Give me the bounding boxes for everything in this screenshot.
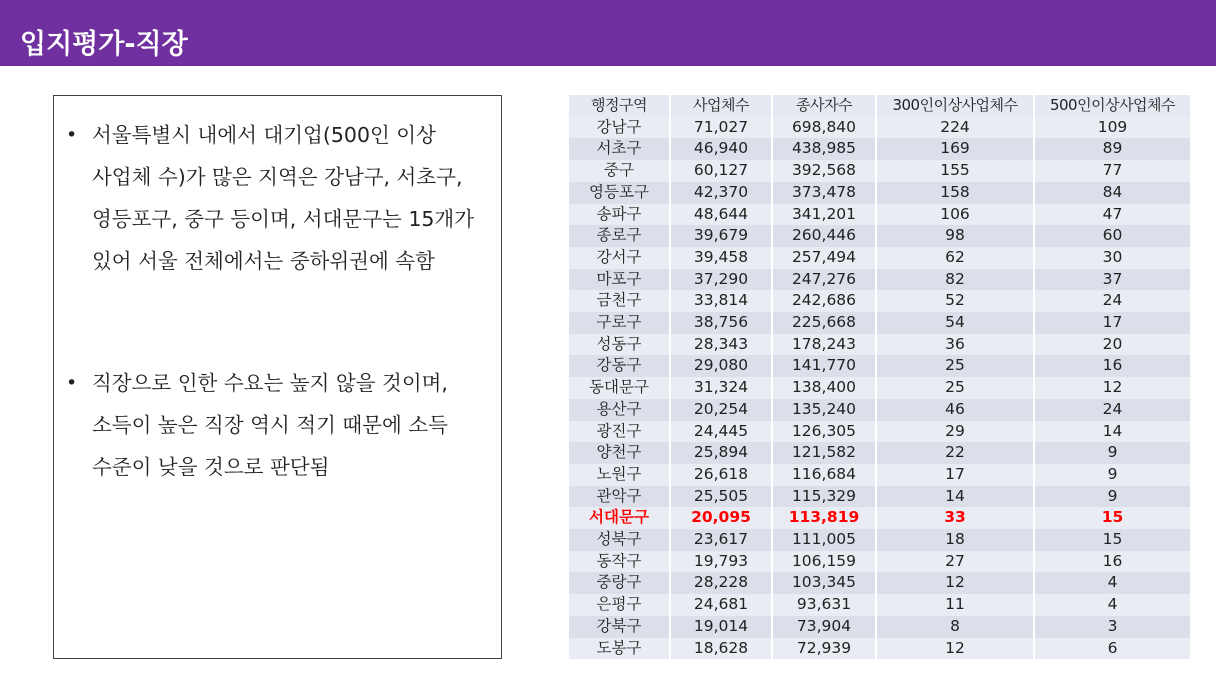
table-cell: 강서구	[569, 247, 670, 269]
table-row	[569, 464, 1191, 486]
table-row	[569, 225, 1191, 247]
table-cell: 98	[876, 225, 1034, 247]
table-cell: 47	[1034, 204, 1191, 226]
table-cell: 24,681	[670, 594, 772, 616]
header-bar	[0, 0, 1216, 66]
table-cell: 225,668	[772, 312, 876, 334]
table-cell: 48,644	[670, 204, 772, 226]
table-cell: 25,894	[670, 442, 772, 464]
table-row	[569, 507, 1191, 529]
table-cell: 노원구	[569, 464, 670, 486]
table-cell: 용산구	[569, 399, 670, 421]
table-cell: 12	[876, 638, 1034, 660]
table-cell: 은평구	[569, 594, 670, 616]
table-cell: 4	[1034, 594, 1191, 616]
bullet-item	[64, 114, 489, 282]
table-cell: 169	[876, 138, 1034, 160]
table-row	[569, 572, 1191, 594]
table-cell: 17	[1034, 312, 1191, 334]
table-cell: 14	[1034, 421, 1191, 443]
table-cell: 77	[1034, 160, 1191, 182]
table-cell: 82	[876, 269, 1034, 291]
table-cell: 강동구	[569, 355, 670, 377]
table-cell: 46,940	[670, 138, 772, 160]
table-cell: 강북구	[569, 616, 670, 638]
table-cell: 4	[1034, 572, 1191, 594]
table-cell: 15	[1034, 529, 1191, 551]
table-cell: 중구	[569, 160, 670, 182]
table-cell: 24	[1034, 399, 1191, 421]
table-cell: 18	[876, 529, 1034, 551]
table-cell: 29	[876, 421, 1034, 443]
table-cell: 39,458	[670, 247, 772, 269]
table-row	[569, 160, 1191, 182]
table-cell: 103,345	[772, 572, 876, 594]
table-cell: 93,631	[772, 594, 876, 616]
table-cell: 영등포구	[569, 182, 670, 204]
column-header: 종사자수	[772, 95, 876, 117]
table-cell: 257,494	[772, 247, 876, 269]
table-cell: 19,793	[670, 551, 772, 573]
bullet-text: 직장으로 인한 수요는 높지 않을 것이며, 소득이 높은 직장 역시 적기 때문에 소득 수준이 낮을 것으로 판단됨	[92, 371, 448, 479]
table-cell: 37,290	[670, 269, 772, 291]
column-header: 사업체수	[670, 95, 772, 117]
table-cell: 9	[1034, 464, 1191, 486]
table-cell: 28,343	[670, 334, 772, 356]
table-cell: 20,254	[670, 399, 772, 421]
district-business-table	[569, 95, 1192, 659]
table-cell: 26,618	[670, 464, 772, 486]
column-header: 300인이상사업체수	[876, 95, 1034, 117]
table-cell: 60	[1034, 225, 1191, 247]
column-header: 500인이상사업체수	[1034, 95, 1191, 117]
table-cell: 20,095	[670, 507, 772, 529]
table-cell: 12	[1034, 377, 1191, 399]
table-cell: 16	[1034, 551, 1191, 573]
page-title: 입지평가-직장	[20, 29, 188, 60]
table-cell: 구로구	[569, 312, 670, 334]
table-cell: 양천구	[569, 442, 670, 464]
table-cell: 247,276	[772, 269, 876, 291]
table-cell: 116,684	[772, 464, 876, 486]
table-cell: 39,679	[670, 225, 772, 247]
table-cell: 89	[1034, 138, 1191, 160]
table-cell: 115,329	[772, 486, 876, 508]
table-cell: 698,840	[772, 117, 876, 139]
table-cell: 46	[876, 399, 1034, 421]
table-cell: 9	[1034, 486, 1191, 508]
table-cell: 강남구	[569, 117, 670, 139]
table-row	[569, 204, 1191, 226]
table-cell: 17	[876, 464, 1034, 486]
column-header: 행정구역	[569, 95, 670, 117]
table-cell: 72,939	[772, 638, 876, 660]
table-row	[569, 377, 1191, 399]
table-cell: 관악구	[569, 486, 670, 508]
table-cell: 9	[1034, 442, 1191, 464]
table-cell: 260,446	[772, 225, 876, 247]
table-row	[569, 442, 1191, 464]
table-cell: 성동구	[569, 334, 670, 356]
table-cell: 24,445	[670, 421, 772, 443]
table-cell: 109	[1034, 117, 1191, 139]
table-row	[569, 551, 1191, 573]
table-cell: 38,756	[670, 312, 772, 334]
summary-text-box	[53, 95, 502, 659]
table-cell: 24	[1034, 290, 1191, 312]
table-cell: 438,985	[772, 138, 876, 160]
table-cell: 62	[876, 247, 1034, 269]
table-cell: 224	[876, 117, 1034, 139]
table-row	[569, 182, 1191, 204]
table-row	[569, 138, 1191, 160]
table-cell: 60,127	[670, 160, 772, 182]
table-cell: 27	[876, 551, 1034, 573]
bullet-text: 서울특별시 내에서 대기업(500인 이상 사업체 수)가 많은 지역은 강남구, 서초구, 영등포구, 중구 등이며, 서대문구는 15개가 있어 서울 전체에서는 중하위권에 속함	[92, 123, 475, 273]
table-cell: 28,228	[670, 572, 772, 594]
table-cell: 341,201	[772, 204, 876, 226]
table-cell: 도봉구	[569, 638, 670, 660]
table-cell: 마포구	[569, 269, 670, 291]
table-cell: 6	[1034, 638, 1191, 660]
table-cell: 155	[876, 160, 1034, 182]
table-cell: 서대문구	[569, 507, 670, 529]
table-cell: 동작구	[569, 551, 670, 573]
table-cell: 52	[876, 290, 1034, 312]
table-cell: 15	[1034, 507, 1191, 529]
table-cell: 중랑구	[569, 572, 670, 594]
bullet-dot-icon: •	[66, 124, 78, 146]
table-cell: 금천구	[569, 290, 670, 312]
table-row	[569, 290, 1191, 312]
bullet-item	[64, 362, 489, 488]
table-cell: 113,819	[772, 507, 876, 529]
table-cell: 25,505	[670, 486, 772, 508]
table-row	[569, 594, 1191, 616]
table-cell: 12	[876, 572, 1034, 594]
table-cell: 242,686	[772, 290, 876, 312]
table-cell: 36	[876, 334, 1034, 356]
table-row	[569, 529, 1191, 551]
table-cell: 373,478	[772, 182, 876, 204]
table-cell: 19,014	[670, 616, 772, 638]
table-cell: 송파구	[569, 204, 670, 226]
table-body	[569, 117, 1191, 660]
table-cell: 성북구	[569, 529, 670, 551]
table-cell: 30	[1034, 247, 1191, 269]
table-cell: 141,770	[772, 355, 876, 377]
table-row	[569, 638, 1191, 660]
table-row	[569, 312, 1191, 334]
table-row	[569, 355, 1191, 377]
table-cell: 8	[876, 616, 1034, 638]
table-cell: 84	[1034, 182, 1191, 204]
table-cell: 29,080	[670, 355, 772, 377]
table-cell: 158	[876, 182, 1034, 204]
table-row	[569, 421, 1191, 443]
table-cell: 73,904	[772, 616, 876, 638]
table-cell: 23,617	[670, 529, 772, 551]
bullet-dot-icon: •	[66, 372, 78, 394]
table-cell: 138,400	[772, 377, 876, 399]
table-row	[569, 399, 1191, 421]
table-cell: 종로구	[569, 225, 670, 247]
table-cell: 135,240	[772, 399, 876, 421]
table-cell: 광진구	[569, 421, 670, 443]
table-cell: 106,159	[772, 551, 876, 573]
table-cell: 18,628	[670, 638, 772, 660]
table-cell: 25	[876, 377, 1034, 399]
table-cell: 14	[876, 486, 1034, 508]
table-cell: 54	[876, 312, 1034, 334]
table-cell: 33,814	[670, 290, 772, 312]
table-cell: 16	[1034, 355, 1191, 377]
table-cell: 25	[876, 355, 1034, 377]
table-header-row	[569, 95, 1191, 117]
table-row	[569, 616, 1191, 638]
table-row	[569, 334, 1191, 356]
table-cell: 37	[1034, 269, 1191, 291]
table-cell: 31,324	[670, 377, 772, 399]
table-cell: 22	[876, 442, 1034, 464]
table-cell: 121,582	[772, 442, 876, 464]
table-cell: 126,305	[772, 421, 876, 443]
table-cell: 392,568	[772, 160, 876, 182]
table-cell: 동대문구	[569, 377, 670, 399]
table-cell: 11	[876, 594, 1034, 616]
table-cell: 42,370	[670, 182, 772, 204]
table-cell: 3	[1034, 616, 1191, 638]
table-row	[569, 117, 1191, 139]
table-cell: 20	[1034, 334, 1191, 356]
table-row	[569, 486, 1191, 508]
table-cell: 71,027	[670, 117, 772, 139]
table-cell: 서초구	[569, 138, 670, 160]
table-cell: 33	[876, 507, 1034, 529]
table-cell: 106	[876, 204, 1034, 226]
table-cell: 111,005	[772, 529, 876, 551]
table-cell: 178,243	[772, 334, 876, 356]
table-row	[569, 269, 1191, 291]
table-row	[569, 247, 1191, 269]
